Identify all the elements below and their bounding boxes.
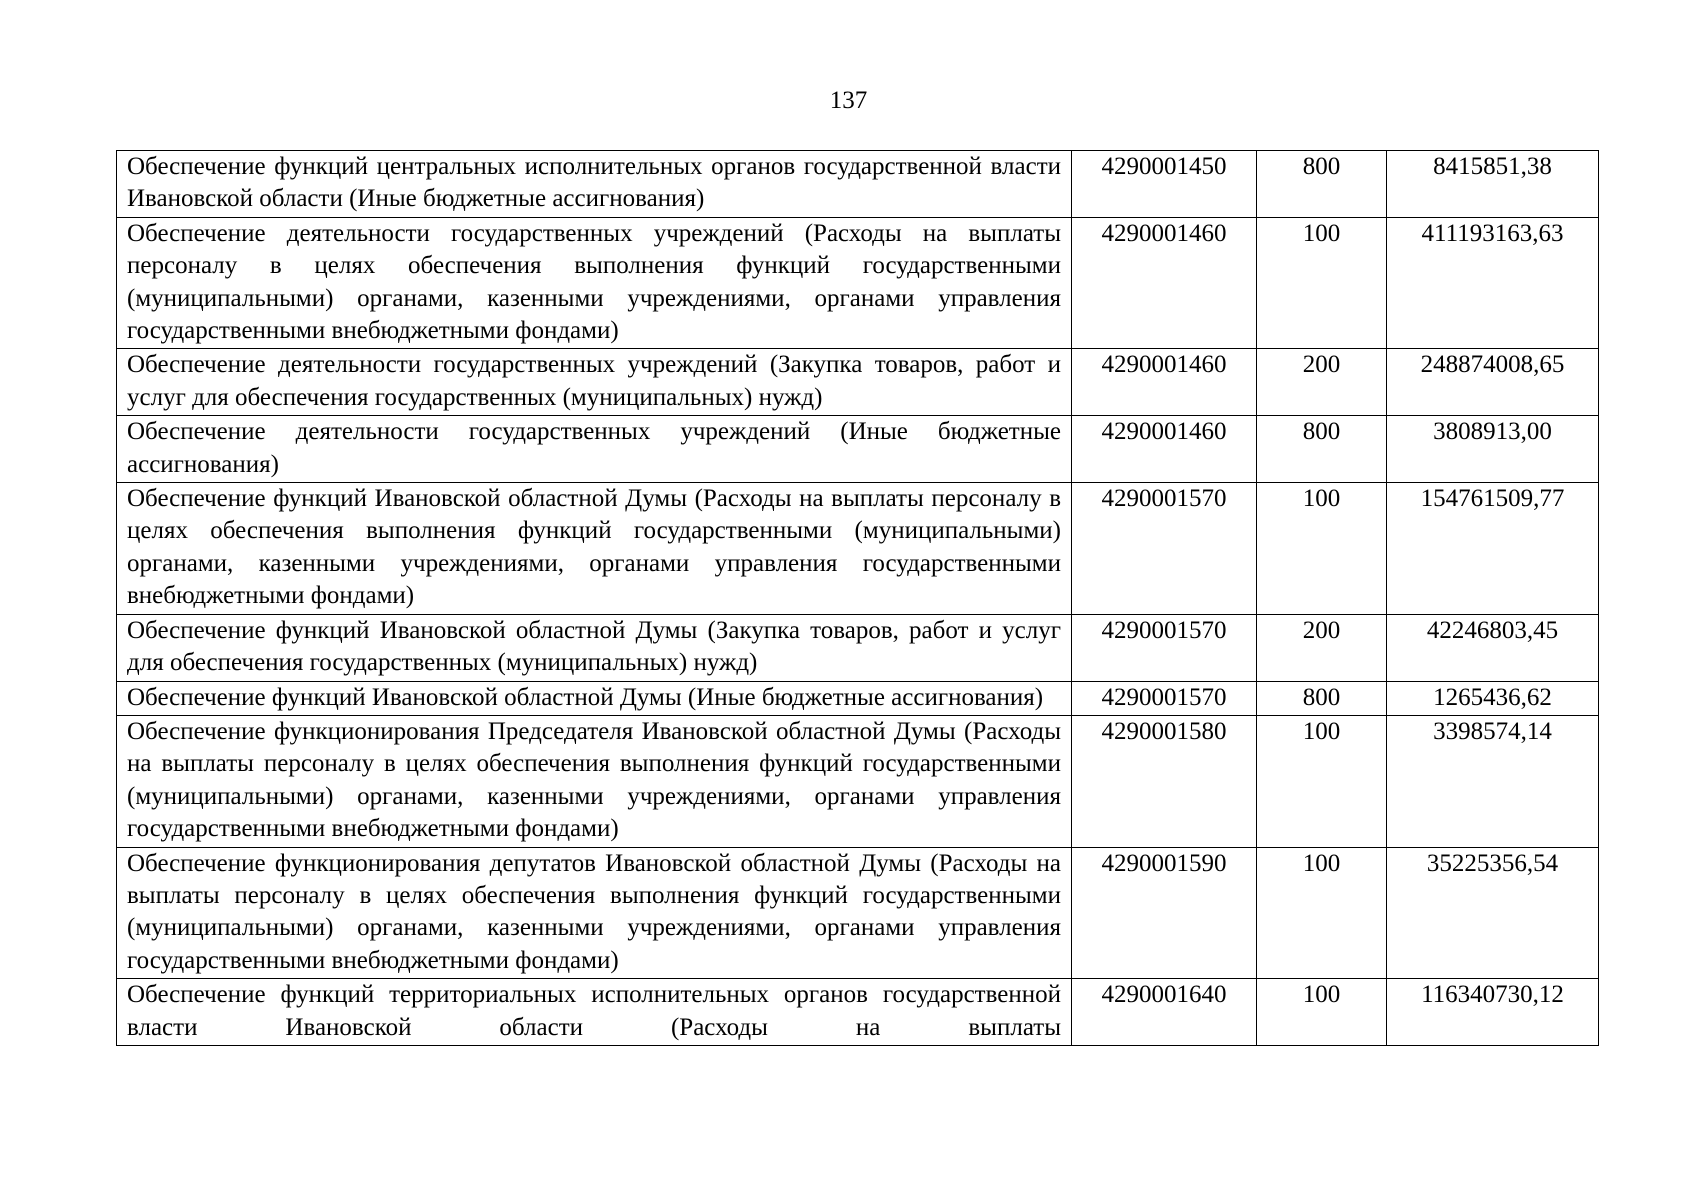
row-expense-type: 800 — [1257, 151, 1387, 218]
table-row — [117, 151, 1599, 218]
row-target-code: 4290001450 — [1072, 151, 1257, 218]
row-amount: 1265436,62 — [1387, 681, 1599, 715]
row-target-code: 4290001570 — [1072, 681, 1257, 715]
row-target-code: 4290001460 — [1072, 349, 1257, 416]
row-target-code: 4290001640 — [1072, 979, 1257, 1046]
page-number: 137 — [829, 87, 868, 114]
row-amount: 42246803,45 — [1387, 614, 1599, 681]
row-description: Обеспечение функций территориальных исполнительных органов государственной власти Ивановской области (Расходы на выплаты — [117, 979, 1072, 1046]
table-row — [117, 217, 1599, 349]
row-expense-type: 100 — [1257, 847, 1387, 979]
row-expense-type: 800 — [1257, 416, 1387, 483]
row-amount: 154761509,77 — [1387, 483, 1599, 615]
row-description: Обеспечение функций Ивановской областной Думы (Расходы на выплаты персоналу в целях обеспечения выполнения функций государственными (муниципальными) органами, казенными учреждениями, органами управления государственными внебюджетными фондами) — [117, 483, 1072, 615]
row-expense-type: 100 — [1257, 483, 1387, 615]
row-description: Обеспечение функций Ивановской областной Думы (Иные бюджетные ассигнования) — [117, 681, 1072, 715]
row-target-code: 4290001570 — [1072, 483, 1257, 615]
row-target-code: 4290001570 — [1072, 614, 1257, 681]
table-row — [117, 614, 1599, 681]
row-expense-type: 100 — [1257, 217, 1387, 349]
row-target-code: 4290001590 — [1072, 847, 1257, 979]
table-row — [117, 416, 1599, 483]
row-amount: 116340730,12 — [1387, 979, 1599, 1046]
row-description: Обеспечение функционирования Председателя Ивановской областной Думы (Расходы на выплаты персоналу в целях обеспечения выполнения функций государственными (муниципальными) органами, казенными учреждениями, органами управления государственными внебюджетными фондами) — [117, 715, 1072, 847]
row-amount: 3398574,14 — [1387, 715, 1599, 847]
budget-table — [116, 150, 1599, 1046]
row-description: Обеспечение деятельности государственных учреждений (Закупка товаров, работ и услуг для обеспечения государственных (муниципальных) нужд) — [117, 349, 1072, 416]
row-expense-type: 200 — [1257, 349, 1387, 416]
row-description: Обеспечение деятельности государственных учреждений (Иные бюджетные ассигнования) — [117, 416, 1072, 483]
row-amount: 411193163,63 — [1387, 217, 1599, 349]
table-row — [117, 979, 1599, 1046]
row-amount: 35225356,54 — [1387, 847, 1599, 979]
row-amount: 3808913,00 — [1387, 416, 1599, 483]
row-target-code: 4290001460 — [1072, 416, 1257, 483]
row-target-code: 4290001460 — [1072, 217, 1257, 349]
row-amount: 248874008,65 — [1387, 349, 1599, 416]
row-target-code: 4290001580 — [1072, 715, 1257, 847]
table-row — [117, 715, 1599, 847]
row-expense-type: 100 — [1257, 979, 1387, 1046]
row-expense-type: 800 — [1257, 681, 1387, 715]
row-description: Обеспечение деятельности государственных учреждений (Расходы на выплаты персоналу в целях обеспечения выполнения функций государственными (муниципальными) органами, казенными учреждениями, органами управления государственными внебюджетными фондами) — [117, 217, 1072, 349]
row-expense-type: 200 — [1257, 614, 1387, 681]
table-row — [117, 681, 1599, 715]
table-row — [117, 483, 1599, 615]
row-description: Обеспечение функций центральных исполнительных органов государственной власти Ивановской области (Иные бюджетные ассигнования) — [117, 151, 1072, 218]
table-row — [117, 847, 1599, 979]
row-expense-type: 100 — [1257, 715, 1387, 847]
row-amount: 8415851,38 — [1387, 151, 1599, 218]
table-row — [117, 349, 1599, 416]
row-description: Обеспечение функционирования депутатов Ивановской областной Думы (Расходы на выплаты персоналу в целях обеспечения выполнения функций государственными (муниципальными) органами, казенными учреждениями, органами управления государственными внебюджетными фондами) — [117, 847, 1072, 979]
row-description: Обеспечение функций Ивановской областной Думы (Закупка товаров, работ и услуг для обеспечения государственных (муниципальных) нужд) — [117, 614, 1072, 681]
